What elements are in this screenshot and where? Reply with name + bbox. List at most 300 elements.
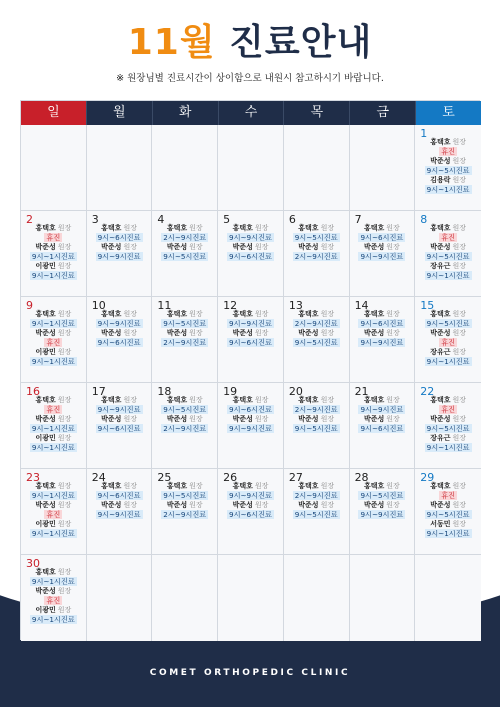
doctor-name: 홍택호 (232, 224, 253, 232)
doctor-name: 홍택호 (430, 310, 451, 318)
doctor-name: 홍택호 (101, 482, 122, 490)
clinic-hours-badge: 9시~1시진료 (31, 271, 75, 280)
day-number: 15 (420, 299, 435, 312)
doctor-name: 홍택호 (298, 482, 319, 490)
doctor-entry (167, 396, 203, 405)
doctor-entry (167, 329, 203, 338)
day-number: 11 (157, 299, 172, 312)
doctor-name: 홍택호 (430, 482, 451, 490)
day-schedule-list (350, 482, 415, 520)
title-month: 11월 (127, 22, 216, 63)
calendar-day-cell (87, 383, 153, 469)
clinic-hours-badge: 9시~1시진료 (426, 271, 470, 280)
doctor-title: 원장 (386, 501, 400, 509)
clinic-hours-badge: 9시~1시진료 (31, 252, 75, 261)
header (0, 0, 500, 95)
doctor-title: 원장 (320, 310, 335, 318)
doctor-entry (35, 520, 71, 529)
day-schedule-list (152, 224, 217, 262)
doctor-entry (233, 243, 269, 252)
doctor-entry (101, 415, 137, 424)
day-number: 16 (26, 385, 40, 398)
calendar-day-cell (87, 297, 153, 383)
clinic-hours-badge: 9시~1시진료 (31, 529, 75, 538)
doctor-name: 박준성 (298, 243, 319, 251)
clinic-hours-badge: 2시~9시진료 (294, 491, 338, 500)
weekday-friday: 금 (350, 101, 416, 125)
clinic-hours-badge: 9시~5시진료 (163, 405, 207, 414)
doctor-entry (430, 482, 466, 491)
calendar-day-cell (350, 383, 416, 469)
doctor-title: 원장 (320, 415, 335, 423)
doctor-title: 원장 (452, 348, 467, 356)
calendar-day-cell (21, 555, 87, 641)
clinic-hours-badge: 9시~5시진료 (360, 491, 404, 500)
clinic-hours-badge: 9시~9시진료 (229, 491, 272, 500)
doctor-entry (101, 501, 137, 510)
doctor-entry (101, 482, 137, 491)
doctor-name: 장유근 (430, 348, 451, 356)
weekday-tuesday: 화 (153, 101, 219, 125)
doctor-entry (35, 262, 71, 271)
clinic-hours-badge: 2시~9시진료 (294, 405, 338, 414)
calendar-day-cell (350, 555, 416, 641)
calendar-day-cell (152, 211, 218, 297)
doctor-entry (35, 310, 71, 319)
doctor-title: 원장 (452, 520, 467, 528)
doctor-entry (298, 501, 334, 510)
calendar-day-cell (415, 383, 481, 469)
day-number: 20 (288, 385, 303, 398)
doctor-entry (298, 396, 334, 405)
doctor-entry (364, 329, 400, 338)
clinic-hours-badge: 9시~5시진료 (426, 319, 470, 328)
day-number: 22 (420, 385, 435, 398)
doctor-name: 박준성 (298, 501, 319, 509)
clinic-hours-badge: 2시~9시진료 (163, 510, 207, 519)
calendar-day-cell (284, 125, 350, 211)
doctor-entry (430, 348, 466, 357)
doctor-title: 원장 (189, 243, 203, 251)
day-schedule-list (87, 310, 152, 348)
doctor-entry (167, 243, 203, 252)
day-schedule-list (284, 482, 349, 520)
closed-badge: 휴진 (46, 596, 61, 605)
doctor-name: 홍택호 (35, 568, 56, 576)
closed-badge: 휴진 (46, 510, 61, 519)
clinic-hours-badge: 9시~6시진료 (97, 424, 141, 433)
clinic-hours-badge: 9시~1시진료 (31, 443, 75, 452)
day-schedule-list (415, 310, 481, 367)
clinic-hours-badge: 9시~1시진료 (426, 443, 470, 452)
doctor-title: 원장 (386, 329, 400, 337)
doctor-entry (167, 310, 203, 319)
clinic-hours-badge: 9시~5시진료 (426, 166, 470, 175)
doctor-title: 원장 (254, 243, 269, 251)
doctor-name: 박준성 (166, 329, 188, 337)
doctor-name: 박준성 (232, 329, 253, 337)
doctor-entry (364, 224, 400, 233)
day-number: 8 (420, 213, 428, 226)
day-number: 25 (157, 471, 172, 484)
doctor-title: 원장 (123, 329, 137, 337)
doctor-name: 박준성 (232, 501, 253, 509)
doctor-title: 원장 (320, 482, 335, 490)
day-schedule-list (152, 396, 217, 434)
doctor-title: 원장 (320, 501, 335, 509)
doctor-title: 원장 (254, 396, 269, 404)
calendar-day-cell (218, 555, 284, 641)
clinic-hours-badge: 9시~6시진료 (229, 338, 272, 347)
doctor-title: 원장 (254, 329, 269, 337)
day-schedule-list (415, 396, 481, 453)
clinic-hours-badge: 9시~6시진료 (229, 252, 272, 261)
day-schedule-list (415, 482, 481, 539)
doctor-name: 박준성 (166, 243, 188, 251)
doctor-name: 이광민 (35, 262, 56, 270)
doctor-title: 원장 (57, 568, 72, 576)
day-number: 3 (91, 213, 99, 226)
doctor-entry (101, 396, 137, 405)
day-number: 19 (223, 385, 238, 398)
day-number: 5 (223, 213, 231, 226)
calendar-day-cell (350, 469, 416, 555)
doctor-name: 장유근 (430, 262, 451, 270)
day-number: 14 (354, 299, 369, 312)
clinic-hours-badge: 9시~5시진료 (294, 510, 338, 519)
doctor-entry (298, 224, 334, 233)
clinic-hours-badge: 9시~9시진료 (97, 252, 141, 261)
doctor-entry (35, 415, 71, 424)
doctor-name: 홍택호 (166, 482, 188, 490)
day-number: 9 (26, 299, 33, 312)
calendar-day-cell (21, 125, 87, 211)
clinic-hours-badge: 9시~5시진료 (294, 233, 338, 242)
doctor-name: 홍택호 (298, 310, 319, 318)
doctor-title: 원장 (452, 482, 467, 490)
closed-badge: 휴진 (441, 233, 456, 242)
doctor-name: 홍택호 (35, 482, 56, 490)
doctor-entry (35, 434, 71, 443)
doctor-entry (430, 329, 466, 338)
day-schedule-list (21, 310, 86, 367)
doctor-title: 원장 (386, 243, 400, 251)
day-number: 2 (26, 213, 33, 226)
day-number: 24 (91, 471, 106, 484)
clinic-hours-badge: 9시~6시진료 (97, 338, 141, 347)
doctor-title: 원장 (57, 520, 72, 528)
doctor-title: 원장 (123, 396, 137, 404)
calendar-day-cell (152, 125, 218, 211)
weekday-monday: 월 (87, 101, 153, 125)
clinic-hours-badge: 9시~1시진료 (31, 357, 75, 366)
doctor-title: 원장 (189, 329, 203, 337)
clinic-hours-badge: 2시~9시진료 (294, 252, 338, 261)
day-schedule-list (21, 482, 86, 539)
doctor-title: 원장 (452, 243, 467, 251)
day-schedule-list (218, 310, 283, 348)
doctor-title: 원장 (57, 262, 72, 270)
doctor-title: 원장 (254, 310, 269, 318)
day-number: 10 (91, 299, 106, 312)
closed-badge: 휴진 (441, 405, 456, 414)
day-schedule-list (152, 482, 217, 520)
calendar-day-cell (87, 125, 153, 211)
doctor-entry (233, 396, 269, 405)
doctor-name: 박준성 (298, 329, 319, 337)
doctor-name: 박준성 (364, 501, 385, 509)
doctor-name: 박준성 (430, 415, 451, 423)
day-number: 1 (420, 127, 428, 140)
calendar-day-cell (350, 297, 416, 383)
doctor-title: 원장 (452, 262, 467, 270)
doctor-entry (35, 224, 71, 233)
doctor-name: 홍택호 (101, 224, 122, 232)
doctor-title: 원장 (57, 587, 72, 595)
doctor-name: 박준성 (35, 329, 56, 337)
doctor-title: 원장 (452, 138, 467, 146)
doctor-name: 서동민 (430, 520, 451, 528)
doctor-title: 원장 (123, 310, 137, 318)
day-number: 13 (288, 299, 303, 312)
clinic-hours-badge: 9시~1시진료 (31, 615, 75, 624)
doctor-entry (35, 501, 71, 510)
calendar-day-cell (218, 297, 284, 383)
clinic-hours-badge: 9시~6시진료 (360, 233, 404, 242)
doctor-name: 김용락 (430, 176, 451, 184)
title-text: 진료안내 (215, 22, 373, 63)
doctor-entry (35, 329, 71, 338)
doctor-entry (233, 310, 269, 319)
closed-badge: 휴진 (441, 147, 456, 156)
calendar-day-cell (152, 297, 218, 383)
doctor-entry (430, 396, 466, 405)
day-number: 23 (26, 471, 40, 484)
doctor-title: 원장 (189, 310, 203, 318)
doctor-name: 박준성 (101, 501, 122, 509)
doctor-name: 이광민 (35, 348, 56, 356)
day-schedule-list (87, 482, 152, 520)
doctor-entry (430, 243, 466, 252)
doctor-entry (364, 243, 400, 252)
calendar-day-cell (284, 297, 350, 383)
doctor-entry (35, 587, 71, 596)
day-number: 29 (420, 471, 435, 484)
doctor-title: 원장 (57, 396, 72, 404)
day-schedule-list (21, 224, 86, 281)
doctor-entry (364, 501, 400, 510)
clinic-hours-badge: 9시~9시진료 (360, 338, 404, 347)
doctor-name: 박준성 (166, 415, 188, 423)
clinic-hours-badge: 2시~9시진료 (163, 424, 207, 433)
doctor-title: 원장 (452, 329, 467, 337)
doctor-title: 원장 (386, 415, 400, 423)
doctor-name: 홍택호 (364, 224, 385, 232)
doctor-name: 이광민 (35, 606, 56, 614)
doctor-entry (233, 501, 269, 510)
day-number: 18 (157, 385, 172, 398)
doctor-name: 홍택호 (364, 396, 385, 404)
day-schedule-list (87, 224, 152, 262)
clinic-hours-badge: 9시~9시진료 (360, 252, 404, 261)
clinic-hours-badge: 9시~9시진료 (97, 405, 141, 414)
doctor-name: 홍택호 (364, 482, 385, 490)
closed-badge: 휴진 (441, 338, 456, 347)
doctor-title: 원장 (452, 157, 467, 165)
day-schedule-list (218, 482, 283, 520)
calendar-day-cell (87, 469, 153, 555)
doctor-name: 박준성 (232, 415, 253, 423)
clinic-hours-badge: 2시~9시진료 (163, 233, 207, 242)
clinic-hours-badge: 9시~5시진료 (163, 319, 207, 328)
calendar-day-cell (87, 555, 153, 641)
doctor-entry (101, 243, 137, 252)
doctor-title: 원장 (452, 415, 467, 423)
doctor-title: 원장 (57, 501, 72, 509)
doctor-entry (298, 482, 334, 491)
doctor-name: 박준성 (364, 329, 385, 337)
clinic-hours-badge: 9시~1시진료 (426, 185, 470, 194)
doctor-entry (35, 396, 71, 405)
clinic-hours-badge: 9시~6시진료 (97, 233, 141, 242)
weekday-thursday: 목 (284, 101, 350, 125)
doctor-name: 박준성 (101, 243, 122, 251)
day-schedule-list (350, 224, 415, 262)
doctor-entry (430, 224, 466, 233)
day-schedule-list (87, 396, 152, 434)
doctor-entry (430, 310, 466, 319)
doctor-entry (430, 501, 466, 510)
doctor-name: 박준성 (35, 501, 56, 509)
day-number: 27 (288, 471, 303, 484)
doctor-name: 홍택호 (166, 224, 188, 232)
day-number: 17 (91, 385, 106, 398)
doctor-name: 홍택호 (232, 482, 253, 490)
doctor-entry (35, 482, 71, 491)
calendar-day-cell (152, 383, 218, 469)
doctor-entry (298, 310, 334, 319)
doctor-entry (430, 262, 466, 271)
doctor-name: 박준성 (430, 243, 451, 251)
doctor-name: 박준성 (35, 243, 56, 251)
doctor-entry (430, 434, 466, 443)
clinic-hours-badge: 9시~1시진료 (31, 424, 75, 433)
doctor-name: 홍택호 (35, 396, 56, 404)
calendar-day-cell (415, 555, 481, 641)
clinic-hours-badge: 2시~9시진료 (163, 338, 207, 347)
day-schedule-list (415, 224, 481, 281)
calendar-day-cell (21, 383, 87, 469)
doctor-title: 원장 (57, 348, 72, 356)
doctor-entry (430, 157, 466, 166)
doctor-entry (233, 415, 269, 424)
closed-badge: 휴진 (441, 491, 456, 500)
calendar-day-cell (350, 211, 416, 297)
day-schedule-list (350, 396, 415, 434)
clinic-hours-badge: 9시~9시진료 (360, 510, 404, 519)
doctor-name: 박준성 (166, 501, 188, 509)
doctor-name: 박준성 (101, 329, 122, 337)
doctor-name: 박준성 (430, 501, 451, 509)
doctor-entry (233, 329, 269, 338)
calendar-day-cell (284, 555, 350, 641)
doctor-name: 홍택호 (232, 396, 253, 404)
doctor-title: 원장 (386, 224, 400, 232)
doctor-name: 홍택호 (35, 310, 56, 318)
doctor-entry (167, 224, 203, 233)
doctor-title: 원장 (320, 224, 335, 232)
clinic-hours-badge: 9시~1시진료 (31, 577, 75, 586)
clinic-hours-badge: 9시~9시진료 (229, 233, 272, 242)
doctor-entry (101, 310, 137, 319)
day-number: 30 (26, 557, 40, 570)
calendar-day-cell (415, 469, 481, 555)
doctor-name: 홍택호 (232, 310, 253, 318)
doctor-entry (35, 606, 71, 615)
clinic-hours-badge: 9시~6시진료 (229, 510, 272, 519)
clinic-hours-badge: 9시~1시진료 (426, 529, 470, 538)
doctor-name: 홍택호 (298, 396, 319, 404)
subtitle-notice: ※ 원장님별 진료시간이 상이함으로 내원시 참고하시기 바랍니다. (116, 73, 384, 84)
day-number: 6 (288, 213, 296, 226)
clinic-hours-badge: 9시~6시진료 (97, 491, 141, 500)
weekday-sunday: 일 (21, 101, 87, 125)
doctor-entry (430, 520, 466, 529)
doctor-entry (298, 329, 334, 338)
doctor-title: 원장 (452, 396, 467, 404)
day-number: 7 (354, 213, 362, 226)
clinic-hours-badge: 9시~9시진료 (229, 424, 272, 433)
doctor-name: 홍택호 (430, 224, 451, 232)
day-schedule-list (350, 310, 415, 348)
clinic-hours-badge: 9시~1시진료 (426, 357, 470, 366)
doctor-title: 원장 (123, 243, 137, 251)
weekday-saturday: 토 (416, 101, 481, 125)
calendar-day-cell (21, 469, 87, 555)
doctor-title: 원장 (57, 482, 72, 490)
doctor-title: 원장 (386, 396, 400, 404)
doctor-title: 원장 (386, 310, 400, 318)
doctor-entry (233, 482, 269, 491)
doctor-entry (298, 415, 334, 424)
day-schedule-list (152, 310, 217, 348)
day-schedule-list (218, 224, 283, 262)
clinic-hours-badge: 9시~9시진료 (360, 405, 404, 414)
day-schedule-list (21, 568, 86, 625)
doctor-title: 원장 (123, 415, 137, 423)
closed-badge: 휴진 (46, 233, 61, 242)
doctor-title: 원장 (452, 176, 467, 184)
doctor-title: 원장 (452, 434, 467, 442)
doctor-title: 원장 (254, 415, 269, 423)
clinic-hours-badge: 9시~5시진료 (163, 252, 207, 261)
doctor-title: 원장 (452, 224, 467, 232)
calendar-day-cell (21, 297, 87, 383)
doctor-entry (298, 243, 334, 252)
clinic-hours-badge: 9시~5시진료 (426, 510, 470, 519)
doctor-name: 이광민 (35, 434, 56, 442)
doctor-name: 홍택호 (101, 310, 122, 318)
doctor-entry (364, 396, 400, 405)
doctor-entry (364, 482, 400, 491)
calendar-day-cell (218, 383, 284, 469)
closed-badge: 휴진 (46, 338, 61, 347)
doctor-name: 박준성 (35, 587, 56, 595)
doctor-name: 홍택호 (430, 396, 451, 404)
doctor-title: 원장 (57, 310, 72, 318)
calendar-grid (21, 125, 481, 641)
doctor-title: 원장 (320, 329, 335, 337)
